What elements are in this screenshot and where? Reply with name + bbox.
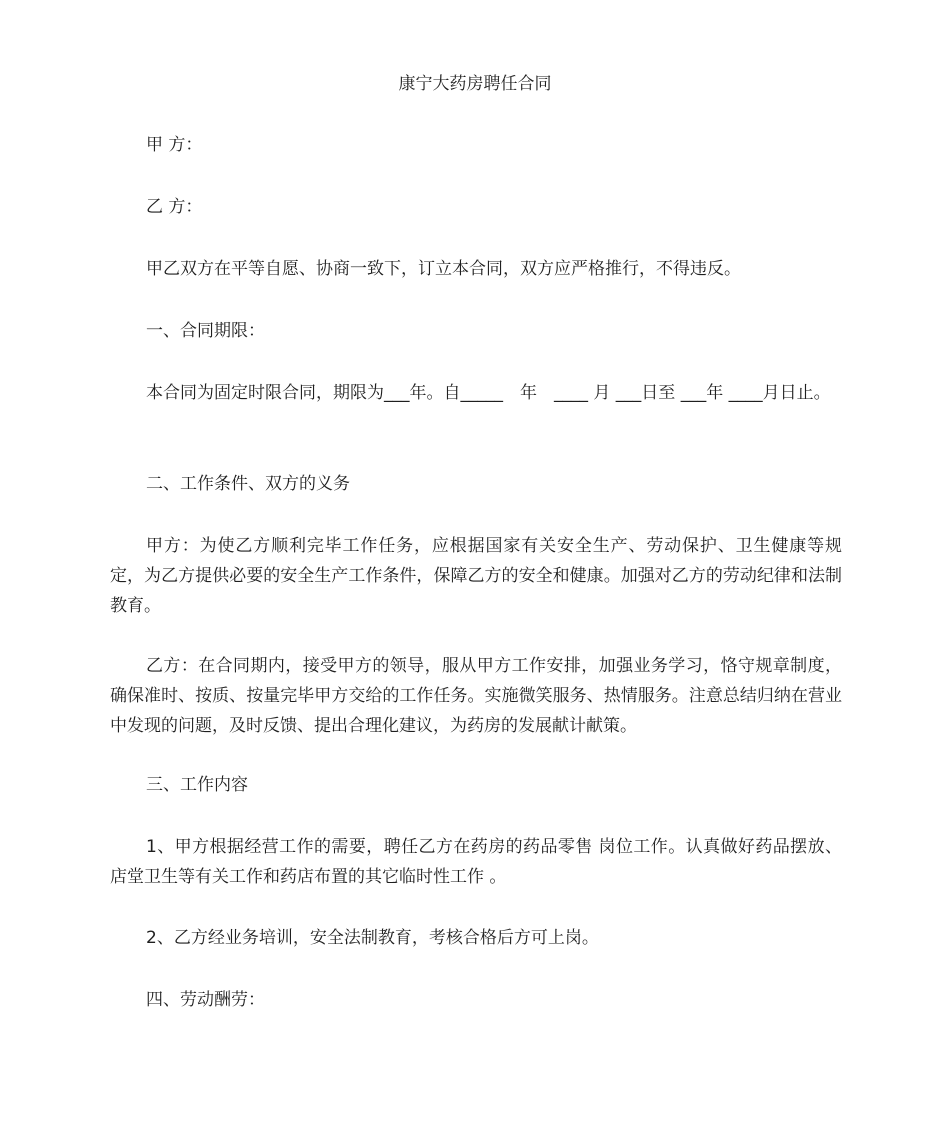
- party-a-obligations-paragraph: 甲方：为使乙方顺利完毕工作任务，应根据国家有关安全生产、劳动保护、卫生健康等规定，为乙方提供必要的安全生产工作条件，保障乙方的安全和健康。加强对乙方的劳动纪律和法制教育。: [110, 536, 842, 616]
- document-title: 康宁大药房聘任合同: [398, 74, 552, 94]
- section-heading-remuneration: 四、劳动酬劳：: [146, 990, 265, 1010]
- party-a-line: 甲 方：: [146, 135, 203, 155]
- section-heading-conditions: 二、工作条件、双方的义务: [146, 474, 350, 494]
- party-b-line: 乙 方：: [146, 197, 203, 217]
- section-heading-content: 三、工作内容: [146, 775, 248, 795]
- section-heading-term: 一、合同期限：: [146, 321, 265, 341]
- work-content-item-2: 2、乙方经业务培训，安全法制教育，考核合格后方可上岗。: [146, 928, 599, 948]
- preamble-paragraph: 甲乙双方在平等自愿、协商一致下，订立本合同，双方应严格推行，不得违反。: [146, 259, 741, 279]
- party-b-obligations-paragraph: 乙方：在合同期内，接受甲方的领导，服从甲方工作安排，加强业务学习，恪守规章制度，确保准时、按质、按量完毕甲方交给的工作任务。实施微笑服务、热情服务。注意总结归纳在营业中发现的问题，及时反馈、提出合理化建议，为药房的发展献计献策。: [110, 656, 842, 736]
- work-content-item-1: 1、甲方根据经营工作的需要，聘任乙方在药房的药品零售 岗位工作。认真做好药品摆放、店堂卫生等有关工作和药店布置的其它临时性工作 。: [110, 837, 842, 887]
- contract-term-paragraph: 本合同为固定时限合同，期限为___年。自_____ 年 ____ 月 ___日至 ___年 ____月日止。: [146, 383, 831, 403]
